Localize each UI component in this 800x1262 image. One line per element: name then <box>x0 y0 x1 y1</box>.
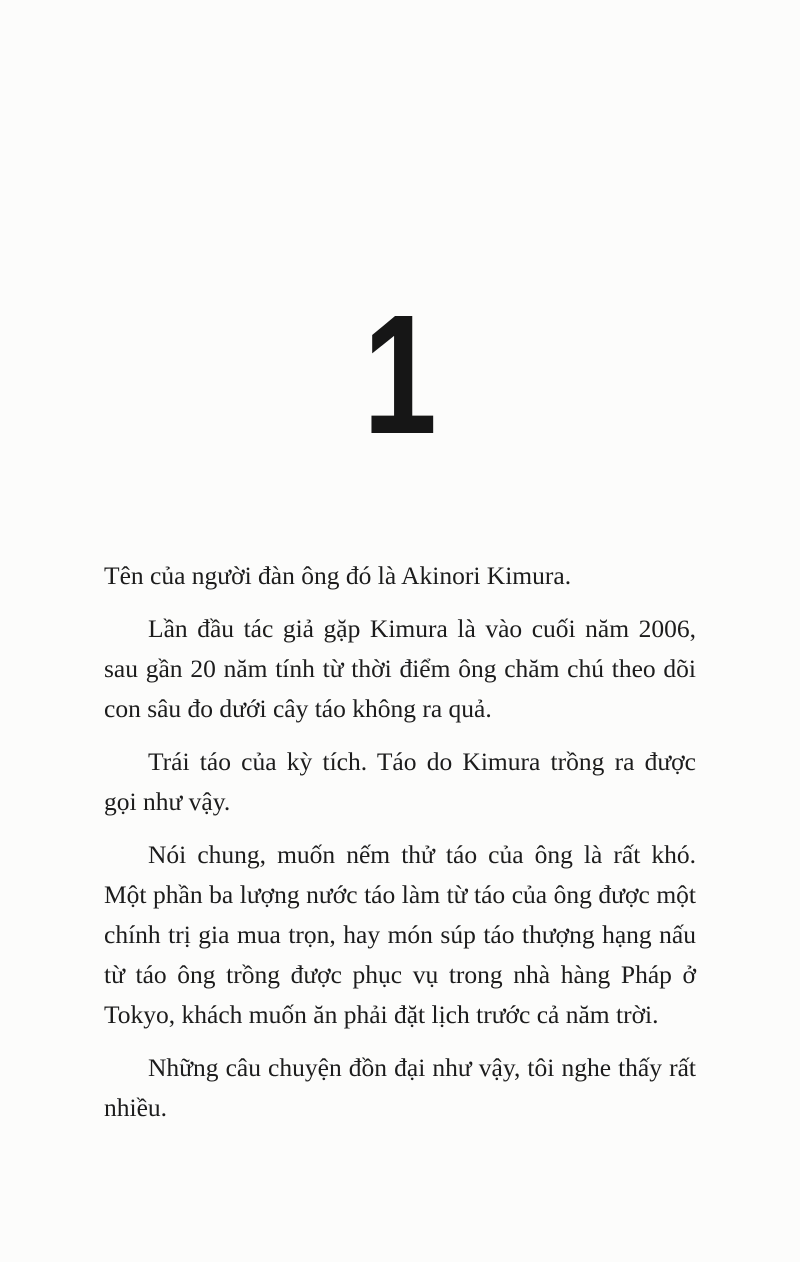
paragraph: Lần đầu tác giả gặp Kimura là vào cuối năm 2006, sau gần 20 năm tính từ thời điểm ông chăm chú theo dõi con sâu đo dưới cây táo không ra quả. <box>104 614 696 723</box>
chapter-number: 1 <box>363 280 437 470</box>
paragraph: Nói chung, muốn nếm thử táo của ông là rất khó. Một phần ba lượng nước táo làm từ táo của ông được một chính trị gia mua trọn, hay món súp táo thượng hạng nấu từ táo ông trồng được phục vụ trong nhà hàng Pháp ở Tokyo, khách muốn ăn phải đặt lịch trước cả năm trời. <box>104 840 696 1029</box>
paragraph: Trái táo của kỳ tích. Táo do Kimura trồng ra được gọi như vậy. <box>104 747 696 816</box>
paragraph: Tên của người đàn ông đó là Akinori Kimura. <box>104 561 572 590</box>
chapter-body <box>104 556 696 1141</box>
paragraph: Những câu chuyện đồn đại như vậy, tôi nghe thấy rất nhiều. <box>104 1053 696 1122</box>
